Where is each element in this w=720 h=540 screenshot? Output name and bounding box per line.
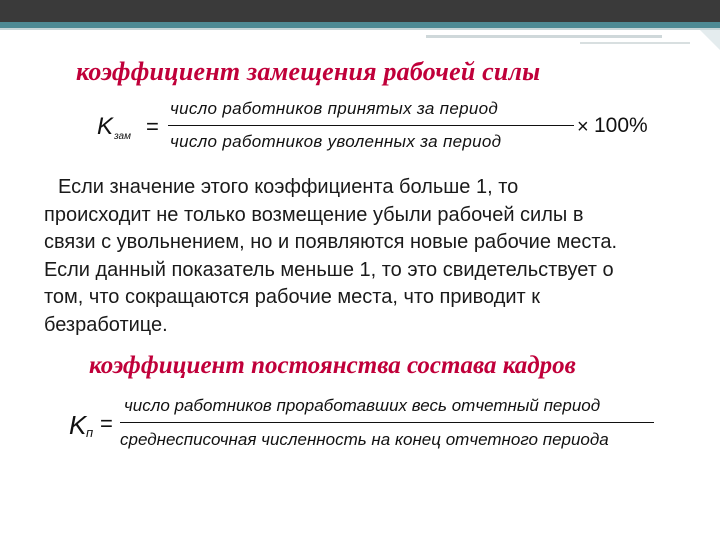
formula-subscript: п [86, 425, 94, 440]
heading-staff-stability-coefficient: коэффициент постоянства состава кадров [89, 352, 576, 379]
explanation-paragraph [44, 174, 684, 339]
fraction-bar [120, 422, 654, 423]
corner-decoration-icon [700, 30, 720, 50]
top-bar-light-stripe [0, 28, 720, 30]
formula-equals: = [100, 411, 113, 436]
formula-equals: = [146, 114, 159, 139]
paragraph-line: происходит не только возмещение убыли рабочей силы в [44, 203, 584, 226]
heading-replacement-coefficient: коэффициент замещения рабочей силы [76, 57, 541, 86]
paragraph-line: безработице. [44, 313, 168, 336]
paragraph-line: Если данный показатель меньше 1, то это свидетельствует о [44, 258, 614, 281]
formula-symbol: K [69, 410, 87, 440]
formula-percent: 100% [594, 114, 648, 137]
fraction-bar [168, 125, 574, 126]
formula-symbol: K [97, 113, 114, 140]
formula-multiply-sign: × [577, 116, 589, 138]
decorative-accent-line [426, 35, 662, 38]
paragraph-line: связи с увольнением, но и появляются новые рабочие места. [44, 231, 618, 253]
formula-denominator: среднесписочная численность на конец отчетного периода [120, 430, 609, 449]
top-bar-dark-stripe [0, 0, 720, 22]
formula-subscript: зам [114, 131, 131, 142]
formula-numerator: число работников проработавших весь отчетный период [124, 396, 601, 415]
paragraph-line: Если значение этого коэффициента больше 1, то [58, 176, 519, 198]
decorative-accent-line-short [580, 42, 690, 44]
formula-denominator: число работников уволенных за период [170, 132, 502, 151]
paragraph-line: том, что сокращаются рабочие места, что приводит к [44, 286, 541, 308]
formula-numerator: число работников принятых за период [170, 99, 499, 118]
slide-top-bar [0, 0, 720, 30]
